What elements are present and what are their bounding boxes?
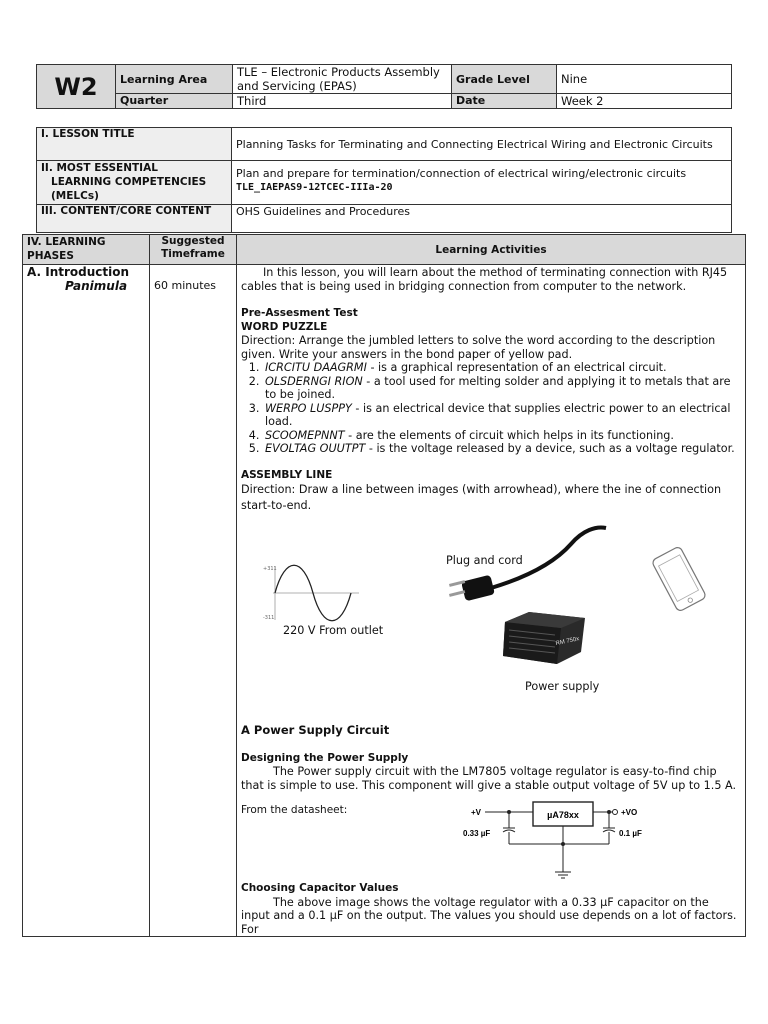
pretest-title: Pre-Assesment Test — [241, 307, 358, 319]
melc-label-line3: (MELCs) — [51, 190, 99, 202]
lesson-title-value: Planning Tasks for Terminating and Connecting Electrical Wiring and Electronic Circuits — [232, 128, 732, 161]
puzzle-item: 1. ICRCITU DAAGRMI - is a graphical representation of an electrical circuit. — [263, 361, 741, 375]
puzzle-list — [241, 361, 741, 456]
plug-label: Plug and cord — [446, 554, 523, 567]
assembly-images — [241, 514, 741, 694]
sine-wave-image — [263, 562, 363, 624]
puzzle-item: 4. SCOOMEPNNT - are the elements of circuit which helps in its functioning. — [263, 429, 741, 443]
week-badge: W2 — [37, 65, 116, 109]
outlet-label: 220 V From outlet — [283, 624, 384, 637]
learning-area-label: Learning Area — [116, 65, 233, 94]
design-text: The Power supply circuit with the LM7805 voltage regulator is easy-to-find chip that is simple to use. This component will give a stable output voltage of 5V up to 1.5 A. — [241, 765, 737, 792]
psu-label: Power supply — [525, 680, 600, 693]
grade-level-label: Grade Level — [452, 65, 557, 94]
learning-area-value: TLE – Electronic Products Assembly and Servicing (EPAS) — [233, 65, 452, 94]
timeframe-cell: 60 minutes — [150, 265, 237, 937]
design-title: Designing the Power Supply — [241, 751, 409, 764]
intro-text: In this lesson, you will learn about the method of terminating connection with RJ45 cables that is being used in bridging connection from computer to the network. — [241, 266, 728, 293]
cap-in-label: 0.33 µF — [463, 829, 491, 838]
melc-label-line2: LEARNING COMPETENCIES — [51, 176, 207, 188]
header-table — [36, 64, 732, 109]
psc-title: A Power Supply Circuit — [241, 723, 390, 737]
date-label: Date — [452, 94, 557, 109]
quarter-value: Third — [233, 94, 452, 109]
col-timeframe-header: Suggested Timeframe — [150, 235, 237, 265]
phone-image — [643, 544, 715, 614]
reg-label: µA78xx — [547, 810, 579, 820]
datasheet-area — [241, 800, 741, 882]
content-value: OHS Guidelines and Procedures — [232, 205, 732, 233]
psu-text: RM 750x — [555, 636, 580, 648]
quarter-label: Quarter — [116, 94, 233, 109]
puzzle-item: 3. WERPO LUSPPY - is an electrical device that supplies electric power to an electrical load. — [263, 402, 741, 429]
phase-name: A. Introduction — [27, 265, 130, 279]
activities-cell — [237, 265, 746, 937]
datasheet-label: From the datasheet: — [241, 804, 348, 816]
regulator-circuit-diagram — [463, 800, 663, 882]
lesson-title-label: I. LESSON TITLE — [37, 128, 232, 161]
learning-phases-table — [22, 234, 746, 937]
grade-level-value: Nine — [557, 65, 732, 94]
col-phases-header: IV. LEARNING PHASES — [23, 235, 150, 265]
cap-out-label: 0.1 µF — [619, 829, 642, 838]
puzzle-title: WORD PUZZLE — [241, 320, 328, 333]
capacitor-title: Choosing Capacitor Values — [241, 882, 399, 894]
date-value: Week 2 — [557, 94, 732, 109]
puzzle-item: 2. OLSDERNGI RION - a tool used for melting solder and applying it to metals that are to be joined. — [263, 375, 741, 402]
vin-label: +V — [471, 808, 482, 817]
power-supply-image — [499, 610, 587, 668]
puzzle-direction: Direction: Arrange the jumbled letters to solve the word according to the description given. Write your answers in the bond paper of yellow pad. — [241, 334, 716, 361]
phase-sub: Panimula — [65, 279, 128, 293]
assembly-direction: Direction: Draw a line between images (with arrowhead), where the ine of connection start-to-end. — [241, 483, 722, 512]
svg-text:-311: -311 — [263, 615, 275, 621]
capacitor-text: The above image shows the voltage regulator with a 0.33 µF capacitor on the input and a 0.1 µF on the output. The values you should use depends on a lot of factors. For — [241, 895, 737, 936]
col-activities-header: Learning Activities — [237, 235, 746, 265]
assembly-title: ASSEMBLY LINE — [241, 468, 333, 481]
content-label: III. CONTENT/CORE CONTENT — [37, 205, 232, 233]
melc-value: Plan and prepare for termination/connection of electrical wiring/electronic circuits — [236, 167, 687, 180]
plug-cord-image — [441, 516, 611, 608]
lesson-info-table — [36, 127, 732, 233]
melc-label — [37, 161, 232, 205]
melc-code: TLE_IAEPAS9-12TCEC-IIIa-20 — [236, 182, 393, 193]
phase-cell — [23, 265, 150, 937]
vout-label: +VO — [621, 808, 638, 817]
svg-text:+311: +311 — [263, 566, 277, 572]
melc-value-cell — [232, 161, 732, 205]
puzzle-item: 5. EVOLTAG OUUTPT - is the voltage released by a device, such as a voltage regulator. — [263, 442, 741, 456]
melc-label-line1: II. MOST ESSENTIAL — [41, 162, 158, 174]
